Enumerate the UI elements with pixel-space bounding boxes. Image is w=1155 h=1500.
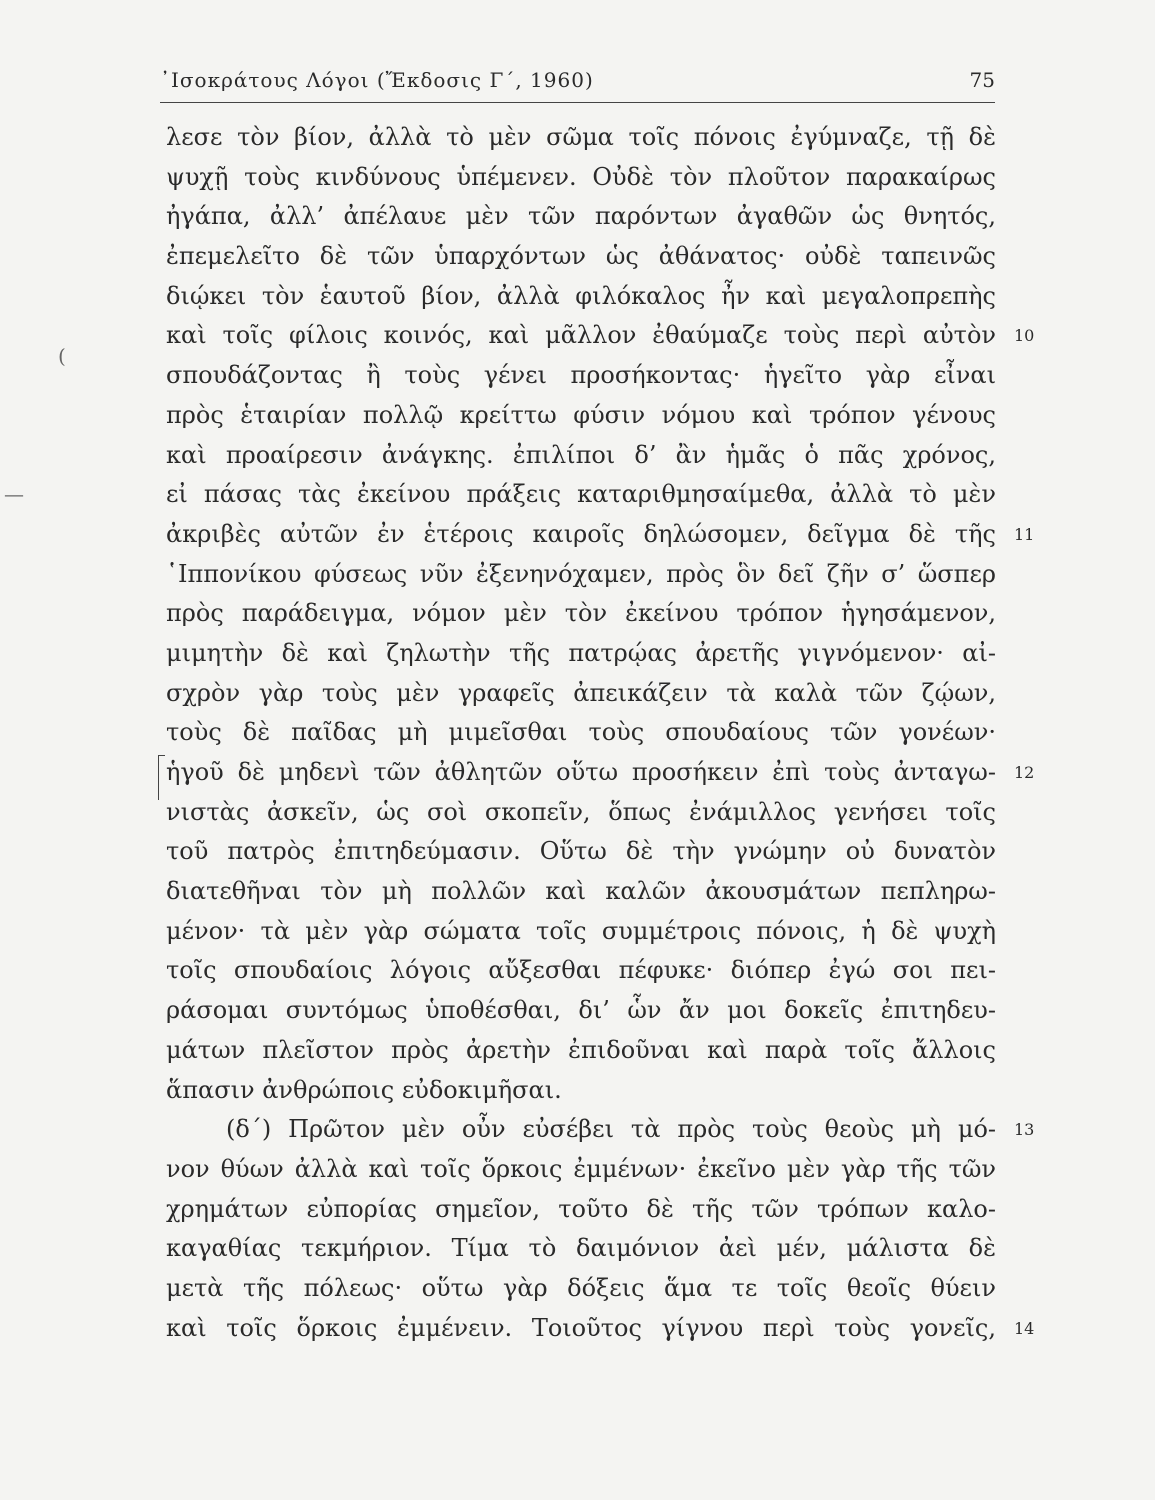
text-line xyxy=(166,753,1035,793)
text-line xyxy=(166,1150,996,1190)
section-number: 13 xyxy=(1014,1120,1035,1140)
line-text: ψυχῇ τοὺς κινδύνους ὑπέμενεν. Οὐδὲ τὸν πλοῦτον παρακαίρως xyxy=(166,162,996,191)
text-line xyxy=(166,515,1035,555)
line-text: μιμητὴν δὲ καὶ ζηλωτὴν τῆς πατρῴας ἀρετῆς γιγνόμενον· αἰ- xyxy=(166,638,996,667)
text-line xyxy=(166,158,996,198)
line-text: τοῖς σπουδαίοις λόγοις αὔξεσθαι πέφυκε· διόπερ ἐγώ σοι πει- xyxy=(166,956,996,985)
line-text: καὶ προαίρεσιν ἀνάγκης. ἐπιλίποι δ’ ἂν ἡμᾶς ὁ πᾶς χρόνος, xyxy=(166,440,996,469)
body-text xyxy=(166,118,1035,1348)
text-line xyxy=(166,1110,1035,1150)
line-text: σπουδάζοντας ἢ τοὺς γένει προσήκοντας· ἡγεῖτο γὰρ εἶναι xyxy=(166,361,996,390)
text-line xyxy=(166,197,996,237)
section-number: 11 xyxy=(1014,524,1035,544)
text-line xyxy=(166,436,996,476)
line-text: ἡγοῦ δὲ μηδενὶ τῶν ἀθλητῶν οὕτω προσήκειν ἐπὶ τοὺς ἀνταγω- xyxy=(166,758,996,786)
text-line xyxy=(166,237,996,277)
line-text: (δ΄) Πρῶτον μὲν οὖν εὐσέβει τὰ πρὸς τοὺς θεοὺς μὴ μό- xyxy=(226,1115,996,1144)
text-line xyxy=(166,1071,996,1111)
text-line xyxy=(166,674,996,714)
page-number: 75 xyxy=(969,68,995,92)
text-line xyxy=(166,1269,996,1309)
line-text: μετὰ τῆς πόλεως· οὕτω γὰρ δόξεις ἅμα τε τοῖς θεοῖς θύειν xyxy=(166,1273,996,1302)
line-text: καὶ τοῖς ὅρκοις ἐμμένειν. Τοιοῦτος γίγνου περὶ τοὺς γονεῖς, xyxy=(166,1313,996,1342)
line-text: καὶ τοῖς φίλοις κοινός, καὶ μᾶλλον ἐθαύμαζε τοὺς περὶ αὐτὸν xyxy=(166,321,996,350)
text-line xyxy=(166,316,1035,356)
line-text: διῴκει τὸν ἑαυτοῦ βίον, ἀλλὰ φιλόκαλος ἦν καὶ μεγαλοπρεπὴς xyxy=(166,281,996,310)
line-text: τοῦ πατρὸς ἐπιτηδεύμασιν. Οὕτω δὲ τὴν γνώμην οὐ δυνατὸν xyxy=(166,837,996,866)
text-line xyxy=(166,356,996,396)
line-text: μάτων πλεῖστον πρὸς ἀρετὴν ἐπιδοῦναι καὶ παρὰ τοῖς ἄλλοις xyxy=(166,1035,996,1064)
line-text: ἐπεμελεῖτο δὲ τῶν ὑπαρχόντων ὡς ἀθάνατος· οὐδὲ ταπεινῶς xyxy=(166,242,996,271)
line-text: ἀκριβὲς αὐτῶν ἐν ἑτέροις καιροῖς δηλώσομεν, δεῖγμα δὲ τῆς xyxy=(166,519,996,548)
text-line xyxy=(166,634,996,674)
line-text: ἅπασιν ἀνθρώποις εὐδοκιμῆσαι. xyxy=(166,1075,562,1104)
line-text: νιστὰς ἀσκεῖν, ὡς σοὶ σκοπεῖν, ὅπως ἐνάμιλλος γενήσει τοῖς xyxy=(166,797,996,826)
text-line xyxy=(166,872,996,912)
line-text: εἰ πάσας τὰς ἐκείνου πράξεις καταριθμησαίμεθα, ἀλλὰ τὸ μὲν xyxy=(166,480,996,509)
text-line xyxy=(166,832,996,872)
line-text: καγαθίας τεκμήριον. Τίμα τὸ δαιμόνιον ἀεὶ μέν, μάλιστα δὲ xyxy=(166,1234,996,1263)
line-text: σχρὸν γὰρ τοὺς μὲν γραφεῖς ἀπεικάζειν τὰ καλὰ τῶν ζῴων, xyxy=(166,678,996,707)
section-number: 14 xyxy=(1014,1318,1035,1338)
text-line xyxy=(166,1309,1035,1349)
text-line xyxy=(166,396,996,436)
text-line xyxy=(166,277,996,317)
text-line xyxy=(166,594,996,634)
line-text: τοὺς δὲ παῖδας μὴ μιμεῖσθαι τοὺς σπουδαίους τῶν γονέων· xyxy=(166,718,996,747)
text-line xyxy=(166,1190,996,1230)
text-line xyxy=(166,475,996,515)
header-rule xyxy=(160,102,995,103)
line-text: ῾Ιππονίκου φύσεως νῦν ἐξενηνόχαμεν, πρὸς ὃν δεῖ ζῆν σ’ ὥσπερ xyxy=(166,559,996,588)
line-text: ράσομαι συντόμως ὑποθέσθαι, δι’ ὧν ἄν μοι δοκεῖς ἐπιτηδευ- xyxy=(166,996,996,1025)
margin-pencil-mark: — xyxy=(4,482,24,506)
text-line xyxy=(166,118,996,158)
line-text: διατεθῆναι τὸν μὴ πολλῶν καὶ καλῶν ἀκουσμάτων πεπληρω- xyxy=(166,877,996,906)
line-text: νον θύων ἀλλὰ καὶ τοῖς ὅρκοις ἐμμένων· ἐκεῖνο μὲν γὰρ τῆς τῶν xyxy=(166,1154,996,1183)
margin-bracket xyxy=(158,755,165,800)
line-text: πρὸς ἑταιρίαν πολλῷ κρείττω φύσιν νόμου καὶ τρόπον γένους xyxy=(166,400,996,429)
line-text: πρὸς παράδειγμα, νόμον μὲν τὸν ἐκείνου τρόπον ἡγησάμενον, xyxy=(166,599,996,628)
line-text: λεσε τὸν βίον, ἀλλὰ τὸ μὲν σῶμα τοῖς πόνοις ἐγύμναζε, τῇ δὲ xyxy=(166,123,996,151)
text-line xyxy=(166,1229,996,1269)
text-line xyxy=(166,793,996,833)
text-line xyxy=(166,912,996,952)
line-text: μένον· τὰ μὲν γὰρ σώματα τοῖς συμμέτροις πόνοις, ἡ δὲ ψυχὴ xyxy=(166,916,996,945)
text-line xyxy=(166,555,996,595)
line-text: ἠγάπα, ἀλλ’ ἀπέλαυε μὲν τῶν παρόντων ἀγαθῶν ὡς θνητός, xyxy=(166,202,996,231)
running-header xyxy=(160,68,995,100)
text-line xyxy=(166,951,996,991)
margin-pencil-mark: ( xyxy=(58,344,66,368)
section-number: 12 xyxy=(1014,763,1035,782)
text-line xyxy=(166,1031,996,1071)
section-number: 10 xyxy=(1014,326,1035,346)
book-title: ᾿Ισοκράτους Λόγοι (Ἔκδοσις Γ΄, 1960) xyxy=(160,68,594,92)
text-line xyxy=(166,991,996,1031)
line-text: χρημάτων εὐπορίας σημεῖον, τοῦτο δὲ τῆς τῶν τρόπων καλο- xyxy=(166,1194,996,1223)
text-line xyxy=(166,713,996,753)
